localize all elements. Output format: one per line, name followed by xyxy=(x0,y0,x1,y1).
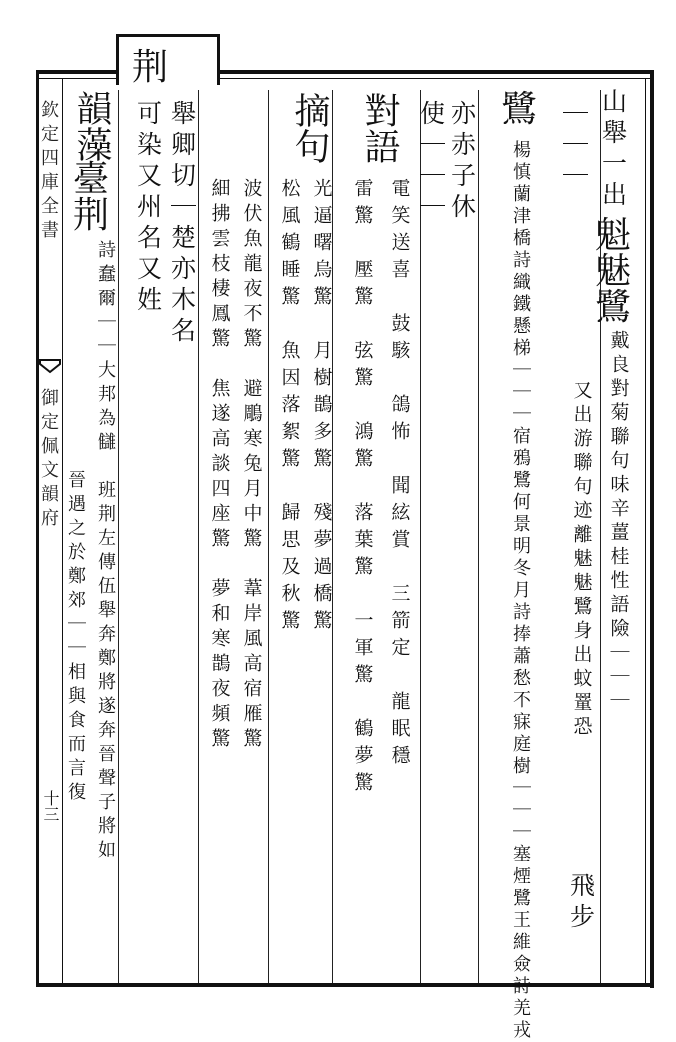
section-heading: 摘句 xyxy=(289,92,330,164)
frame-right-border xyxy=(650,70,654,988)
annotation-column: 晉遇之於鄭郊｜｜相與食而言復 xyxy=(65,470,86,806)
text-column-tail: 飛步 xyxy=(566,872,596,934)
frame-right-inner-border xyxy=(645,78,646,983)
section-heading: 對語 xyxy=(359,92,400,164)
annotation-column: 楊慎蘭津橋詩織鐵懸梯｜｜｜宿鴉鷺何景明冬月詩捧蕭愁不寐庭樹｜｜｜塞煙鷺王維僉詩羌戎 xyxy=(510,140,531,1042)
annotation-column: 戴良對菊聯句味辛薑桂性語險｜｜｜ xyxy=(607,330,630,714)
annotation-column: 松風鶴睡驚 魚因落絮驚 歸思及秋驚 xyxy=(278,178,301,637)
volume-title: 御定佩文韻府 xyxy=(38,388,59,532)
column-rule xyxy=(268,90,269,983)
annotation-column: 光逼曙烏驚 月樹鵲多驚 殘夢過橋驚 xyxy=(310,178,333,637)
annotation-column: 細拂雲枝棲鳳驚 焦遂高談四座驚 夢和寒鵲夜頻驚 xyxy=(208,178,231,753)
annotation-column: 電笑送喜 鼓駭 鴿怖 聞絃賞 三箭定 龍眠穩 xyxy=(388,178,411,772)
annotation-column: 又出游聯句迹離魅魅鷺身出蚊罿恐 xyxy=(570,380,593,740)
text-column: 鷺 xyxy=(500,89,537,130)
page-number: 十三 xyxy=(41,790,60,822)
annotation-column: 波伏魚龍夜不驚 避鵰寒兔月中驚 葦岸風高宿雁驚 xyxy=(240,178,263,753)
text-column: 亦赤子休 xyxy=(447,100,477,224)
text-column: 山舉一出 魁 魅 鷺 xyxy=(594,88,631,328)
heading-tab-character: 荆 xyxy=(131,47,168,88)
annotation-column: 雷驚 壓驚 弦驚 鴻驚 落葉驚 一軍驚 鶴夢驚 xyxy=(351,178,374,799)
text-column: 舉卿切｜楚亦木名 xyxy=(167,100,197,348)
text-column: 使｜｜｜ xyxy=(416,100,446,224)
text-column: ｜｜｜ xyxy=(559,100,589,193)
annotation-column: 詩蠢爾｜｜大邦為讎 班荆左傳伍舉奔鄭將遂奔晉聲子將如 xyxy=(95,240,116,864)
book-title: 欽定四庫全書 xyxy=(38,100,59,244)
section-heading: 韻藻 臺 荆 xyxy=(71,90,112,236)
fishtail-mark-icon xyxy=(39,358,61,380)
text-column: 可染又州名又姓 xyxy=(133,100,163,317)
frame-bottom-border xyxy=(36,983,654,987)
